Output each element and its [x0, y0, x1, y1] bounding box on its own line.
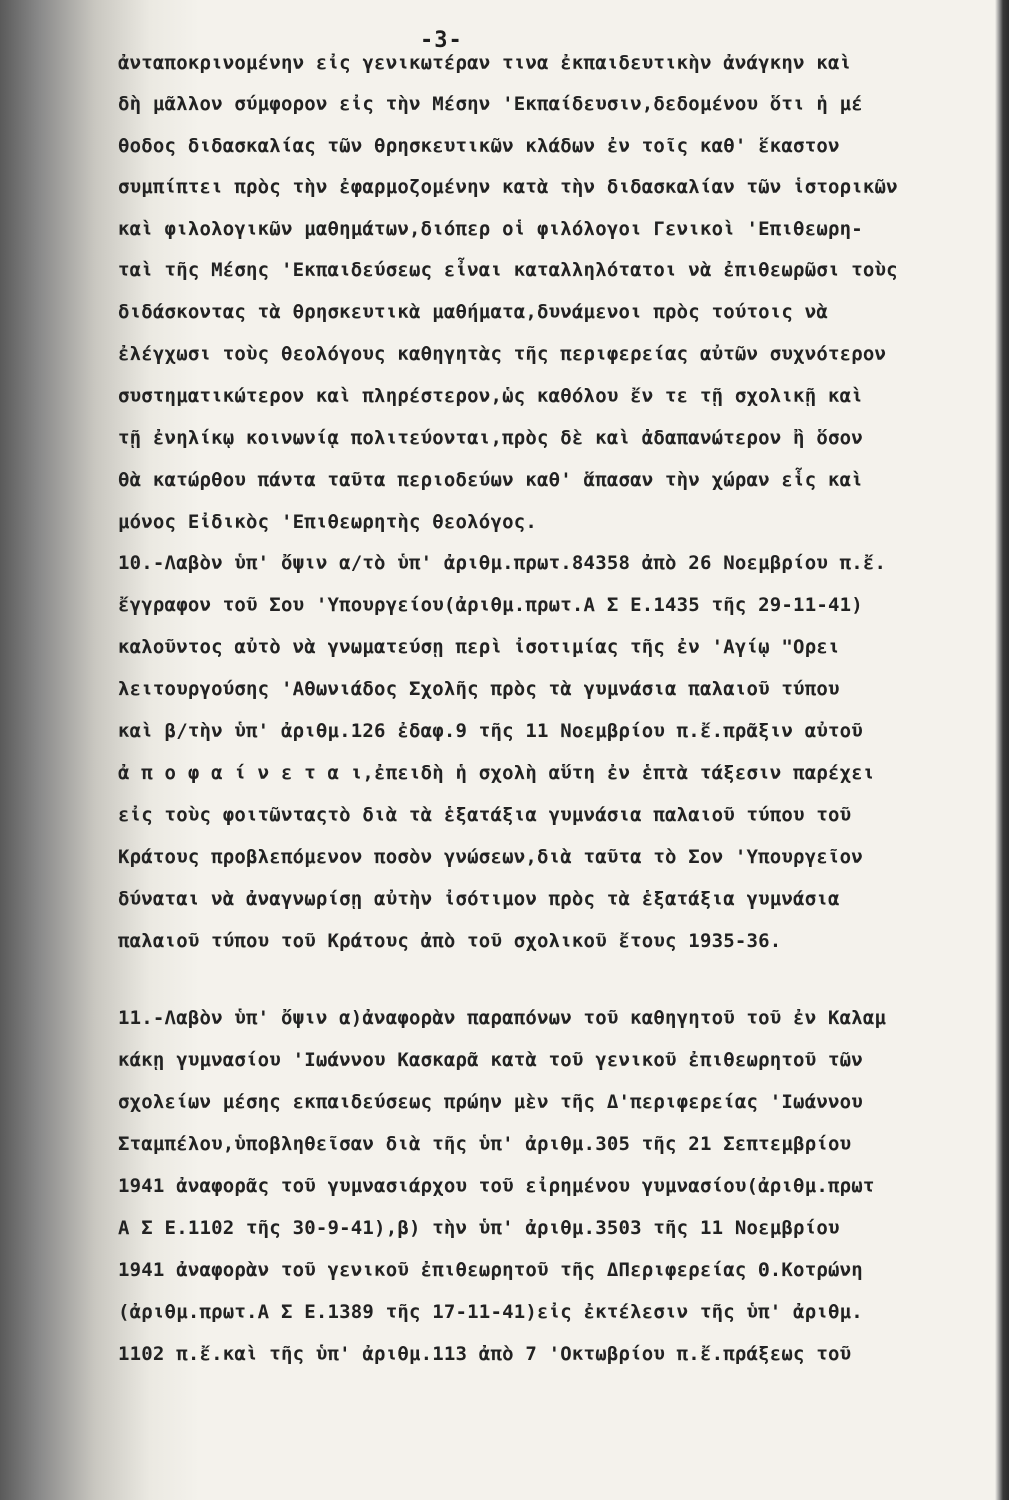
text-line: μόνος Εἰδικὸς 'Επιθεωρητὴς θεολόγος. — [118, 511, 538, 533]
text-line: 1102 π.ἔ.καὶ τῆς ὑπ' ἀριθμ.113 ἀπὸ 7 'Οκτωβρίου π.ἔ.πράξεως τοῦ — [118, 1343, 852, 1365]
text-line: σχολείων μέσης εκπαιδεύσεως πρώην μὲν τῆς Δ'περιφερείας 'Ιωάννου — [118, 1091, 863, 1113]
text-line: καλοῦντος αὐτὸ νὰ γνωματεύσῃ περὶ ἰσοτιμίας τῆς ἐν 'Αγίῳ "Ορει — [118, 636, 840, 658]
text-line: 10.-Λαβὸν ὑπ' ὄψιν α/τὸ ὑπ' ἀριθμ.πρωτ.84358 ἀπὸ 26 Νοεμβρίου π.ἔ. — [118, 552, 887, 574]
text-line: δύναται νὰ ἀναγνωρίσῃ αὐτὴν ἰσότιμον πρὸς τὰ ἑξατάξια γυμνάσια — [118, 888, 840, 910]
text-line: Α Σ Ε.1102 τῆς 30-9-41),β) τὴν ὑπ' ἀριθμ.3503 τῆς 11 Νοεμβρίου — [118, 1217, 840, 1239]
text-line: θοδος διδασκαλίας τῶν θρησκευτικῶν κλάδων ἐν τοῖς καθ' ἕκαστον — [118, 135, 840, 157]
text-line: θὰ κατώρθου πάντα ταῦτα περιοδεύων καθ' ἅπασαν τὴν χώραν εἷς καὶ — [118, 469, 863, 491]
text-line: δὴ μᾶλλον σύμφορον εἰς τὴν Μέσην 'Εκπαίδευσιν,δεδομένου ὅτι ἡ μέ — [118, 93, 863, 115]
text-line: ἀ π ο φ α ί ν ε τ α ι,ἐπειδὴ ἡ σχολὴ αὕτη ἐν ἑπτὰ τάξεσιν παρέχει — [118, 762, 875, 784]
text-line: 1941 ἀναφορᾶς τοῦ γυμνασιάρχου τοῦ εἰρημένου γυμνασίου(ἀριθμ.πρωτ — [118, 1175, 875, 1197]
text-line: συστηματικώτερον καὶ πληρέστερον,ὡς καθόλου ἔν τε τῇ σχολικῇ καὶ — [118, 385, 863, 407]
text-line: Κράτους προβλεπόμενον ποσὸν γνώσεων,διὰ ταῦτα τὸ Σον 'Υπουργεῖον — [118, 846, 863, 868]
text-line: καὶ β/τὴν ὑπ' ἀριθμ.126 ἐδαφ.9 τῆς 11 Νοεμβρίου π.ἔ.πρᾶξιν αὐτοῦ — [118, 720, 863, 742]
text-line: ἔγγραφον τοῦ Σου 'Υπουργείου(ἀριθμ.πρωτ.Α Σ Ε.1435 τῆς 29-11-41) — [118, 594, 863, 616]
text-line: κάκῃ γυμνασίου 'Ιωάννου Κασκαρᾶ κατὰ τοῦ γενικοῦ ἐπιθεωρητοῦ τῶν — [118, 1049, 863, 1071]
text-line: εἰς τοὺς φοιτῶνταςτὸ διὰ τὰ ἑξατάξια γυμνάσια παλαιοῦ τύπου τοῦ — [118, 804, 852, 826]
text-line: ἐλέγχωσι τοὺς θεολόγους καθηγητὰς τῆς περιφερείας αὐτῶν συχνότερον — [118, 343, 887, 365]
text-line: τῇ ἐνηλίκῳ κοινωνίᾳ πολιτεύονται,πρὸς δὲ καὶ ἀδαπανώτερον ἢ ὅσον — [118, 427, 863, 449]
text-line: (ἀριθμ.πρωτ.Α Σ Ε.1389 τῆς 17-11-41)εἰς ἐκτέλεσιν τῆς ὑπ' ἀριθμ. — [118, 1301, 863, 1323]
text-line: 1941 ἀναφορὰν τοῦ γενικοῦ ἐπιθεωρητοῦ τῆς ΔΠεριφερείας Θ.Κοτρώνη — [118, 1259, 863, 1281]
text-line: καὶ φιλολογικῶν μαθημάτων,διόπερ οἱ φιλόλογοι Γενικοὶ 'Επιθεωρη- — [118, 218, 863, 240]
text-line: Σταμπέλου,ὑποβληθεῖσαν διὰ τῆς ὑπ' ἀριθμ.305 τῆς 21 Σεπτεμβρίου — [118, 1133, 852, 1155]
text-line: ἀνταποκρινομένην εἰς γενικωτέραν τινα ἐκπαιδευτικὴν ἀνάγκην καὶ — [118, 52, 852, 74]
scan-edge-shadow — [995, 0, 1009, 1500]
text-line: συμπίπτει πρὸς τὴν ἐφαρμοζομένην κατὰ τὴν διδασκαλίαν τῶν ἱστορικῶν — [118, 176, 898, 198]
text-line: 11.-Λαβὸν ὑπ' ὄψιν α)ἀναφορὰν παραπόνων τοῦ καθηγητοῦ τοῦ ἐν Καλαμ — [118, 1007, 887, 1029]
text-line: λειτουργούσης 'Αθωνιάδος Σχολῆς πρὸς τὰ γυμνάσια παλαιοῦ τύπου — [118, 678, 840, 700]
text-line: παλαιοῦ τύπου τοῦ Κράτους ἀπὸ τοῦ σχολικοῦ ἔτους 1935-36. — [118, 930, 782, 952]
text-line: διδάσκοντας τὰ θρησκευτικὰ μαθήματα,δυνάμενοι πρὸς τούτοις νὰ — [118, 301, 828, 323]
page-number: -3- — [420, 28, 463, 53]
text-line: ταὶ τῆς Μέσης 'Εκπαιδεύσεως εἶναι καταλληλότατοι νὰ ἐπιθεωρῶσι τοὺς — [118, 259, 898, 281]
